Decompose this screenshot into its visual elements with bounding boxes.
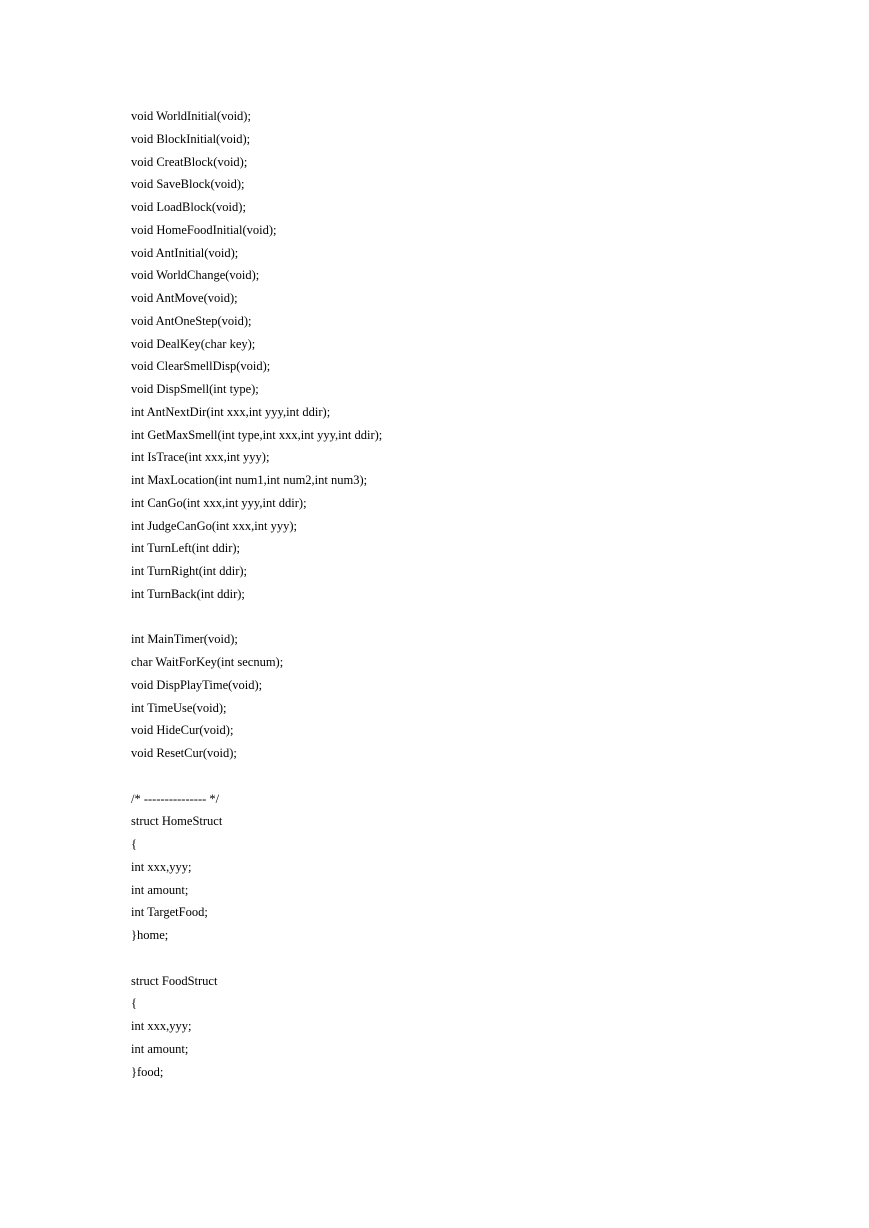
code-line: }food; [131,1064,164,1079]
code-line: int JudgeCanGo(int xxx,int yyy); [131,518,297,533]
code-line: int MaxLocation(int num1,int num2,int num3); [131,473,368,487]
code-line: void ClearSmellDisp(void); [131,359,271,374]
code-line: int TurnRight(int ddir); [131,564,247,578]
code-line: int amount; [131,882,189,897]
code-line: int TurnLeft(int ddir); [131,541,241,556]
code-line: void ResetCur(void); [131,746,237,760]
code-line: void HomeFoodInitial(void); [131,222,277,237]
code-line: void DispPlayTime(void); [131,677,263,692]
code-line: void BlockInitial(void); [131,131,251,146]
code-line: int TargetFood; [131,905,208,920]
code-line: { [131,996,137,1011]
code-line: void AntOneStep(void); [131,313,252,328]
code-line: int IsTrace(int xxx,int yyy); [131,450,270,465]
blank-line [131,606,781,629]
code-line: void WorldChange(void); [131,268,260,283]
code-line: int TimeUse(void); [131,700,227,715]
code-line: char WaitForKey(int secnum); [131,655,284,669]
code-line: void LoadBlock(void); [131,200,246,214]
code-line: struct FoodStruct [131,973,218,988]
code-line: int xxx,yyy; [131,1019,192,1033]
code-line: int CanGo(int xxx,int yyy,int ddir); [131,495,307,510]
code-line: void CreatBlock(void); [131,154,248,169]
code-line: int MainTimer(void); [131,632,238,647]
code-line: struct HomeStruct [131,814,223,829]
comment-line: /* --------------- */ [131,791,220,806]
code-line: void AntInitial(void); [131,245,239,260]
code-line: void DispSmell(int type); [131,382,259,396]
blank-line [131,765,781,788]
code-line: void SaveBlock(void); [131,177,245,192]
code-line: int amount; [131,1041,189,1056]
code-line: { [131,837,137,851]
code-line: int GetMaxSmell(int type,int xxx,int yyy,int ddir); [131,427,383,442]
code-line: int AntNextDir(int xxx,int yyy,int ddir); [131,404,331,419]
code-line: void DealKey(char key); [131,336,256,351]
code-line: void WorldInitial(void); [131,109,251,123]
code-line: void HideCur(void); [131,723,234,738]
code-line: void AntMove(void); [131,291,238,305]
blank-line [131,947,781,970]
code-line: }home; [131,928,169,942]
code-listing [131,105,781,1083]
code-line: int xxx,yyy; [131,859,192,874]
code-line: int TurnBack(int ddir); [131,586,245,601]
